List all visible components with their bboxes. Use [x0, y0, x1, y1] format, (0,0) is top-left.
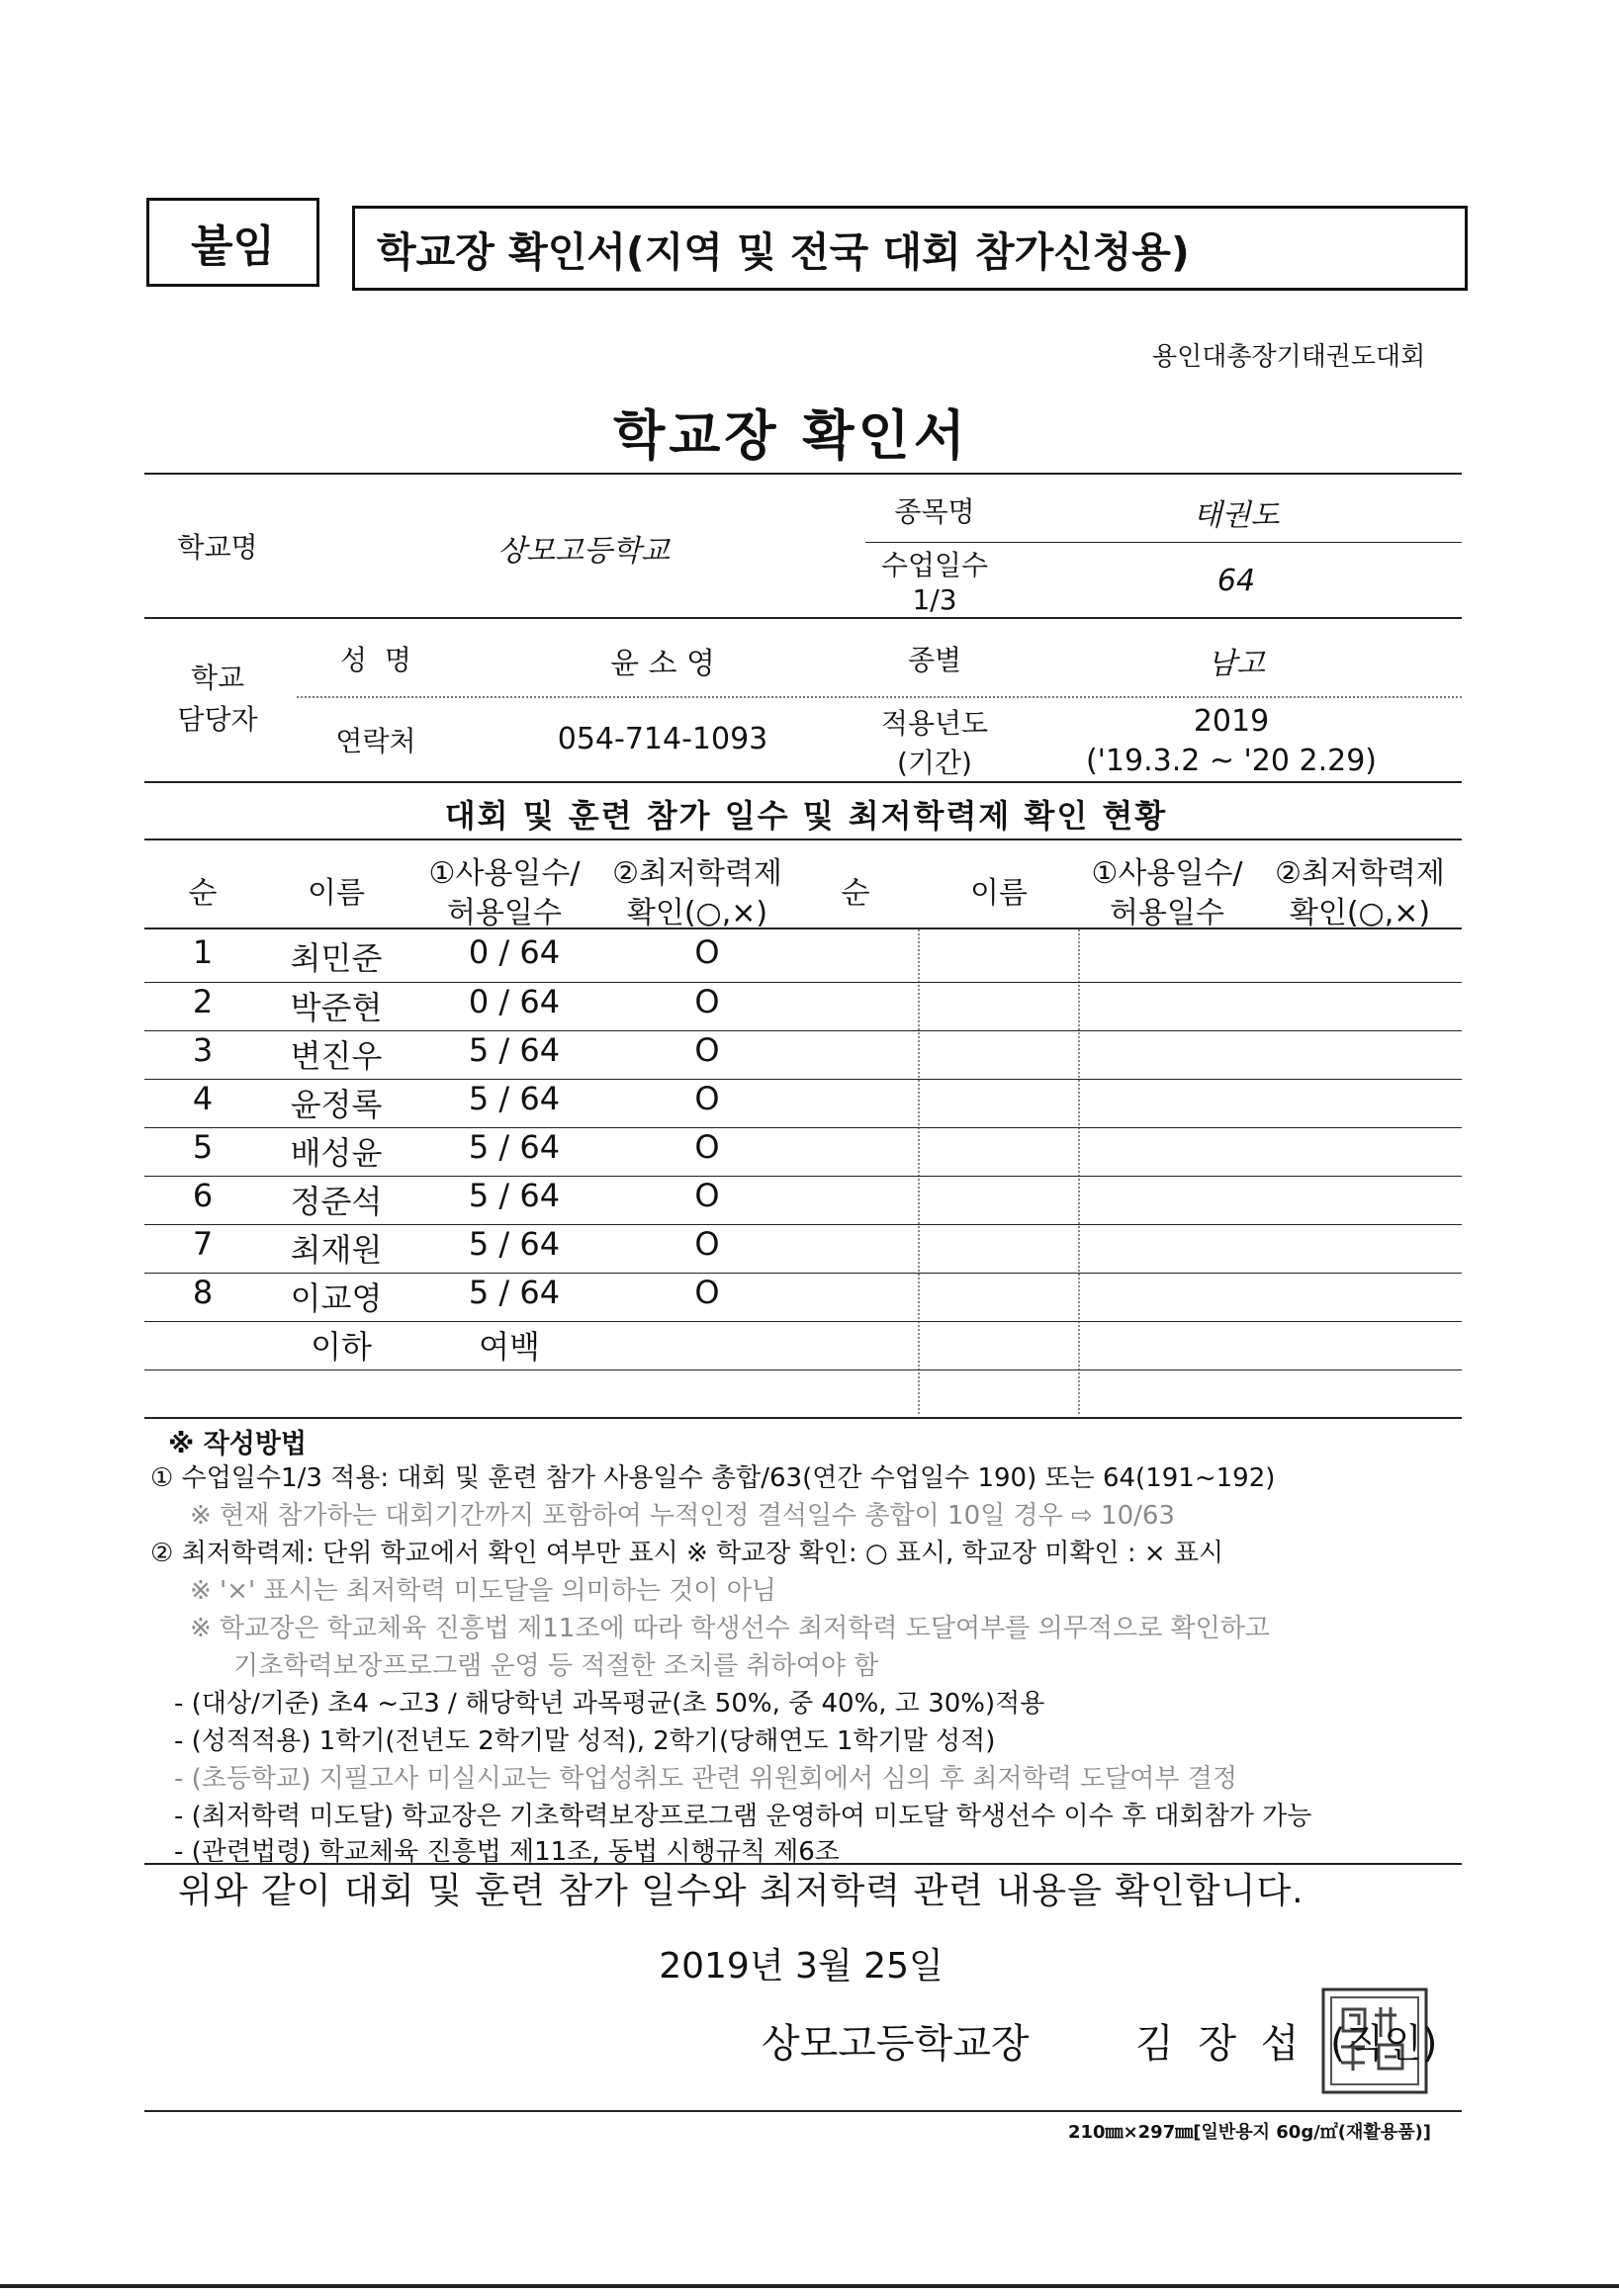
note-line-10: - (최저학력 미도달) 학교장은 기초학력보장프로그램 운영하여 미도달 학생선수 이수 후 대회참가 가능 [174, 1802, 1312, 1831]
col-header-days-right-line1: ①사용일수/ [1091, 856, 1243, 891]
year-value-line2: ('19.3.2 ~ '20 2.29) [1085, 744, 1378, 778]
row-days: 5 / 64 [468, 1128, 561, 1166]
row-no: 2 [192, 983, 214, 1020]
manager-divider [297, 696, 1462, 698]
days-value: 64 [1216, 564, 1256, 598]
table-bottom-line [144, 1417, 1462, 1419]
contact-label: 연락처 [335, 725, 416, 757]
row-name: 이교영 [290, 1280, 383, 1317]
col-header-check-right-line1: ②최저학력제 [1275, 856, 1445, 891]
competition-name: 용인대총장기태권도대회 [1152, 342, 1426, 372]
name-value: 윤 소 영 [609, 647, 715, 681]
row-days: 5 / 64 [468, 1274, 561, 1311]
row-name: 최민준 [290, 939, 383, 977]
days-label-line2: 1/3 [912, 583, 957, 616]
days-label-line1: 수업일수 [880, 549, 989, 581]
row-name: 변진우 [290, 1037, 383, 1075]
info-bottom-line [144, 781, 1462, 783]
col-header-no-right: 순 [841, 876, 870, 911]
col-header-days-line2: 허용일수 [447, 896, 562, 930]
gender-label: 종별 [907, 644, 962, 676]
year-value-line1: 2019 [1193, 704, 1270, 739]
note-line-5: ※ 학교장은 학교체육 진흥법 제11조에 따라 학생선수 최저학력 도달여부를 의무적으로 확인하고 [190, 1614, 1270, 1643]
sport-value: 태권도 [1193, 498, 1280, 533]
row-check: O [694, 1031, 720, 1069]
col-sep-1 [918, 929, 920, 1414]
contact-value: 054-714-1093 [557, 722, 768, 756]
name-label: 성 명 [340, 644, 411, 676]
row-no: 8 [192, 1274, 214, 1311]
row-check: O [694, 1177, 720, 1214]
table-header-line [144, 927, 1462, 929]
header-title-box [352, 206, 1468, 291]
row-name: 윤정록 [290, 1086, 383, 1123]
year-label-line1: 적용년도 [880, 707, 989, 740]
row-days: 5 / 64 [468, 1080, 561, 1117]
blank-note-1: 이하 [311, 1328, 372, 1366]
col-header-no: 순 [188, 876, 218, 911]
school-value: 상모고등학교 [497, 534, 670, 569]
row-days: 0 / 64 [468, 983, 561, 1020]
footer-line [144, 2110, 1462, 2112]
school-label: 학교명 [177, 531, 258, 564]
row-check: O [694, 933, 720, 971]
row-no: 7 [192, 1225, 214, 1263]
note-line-1: ① 수업일수1/3 적용: 대회 및 훈련 참가 사용일수 총합/63(연간 수업일수 190) 또는 64(191~192) [150, 1463, 1276, 1493]
col-header-check-right-line2: 확인(○,×) [1289, 896, 1431, 930]
info-mid-line [144, 617, 1462, 619]
col-header-check-line1: ②최저학력제 [612, 856, 782, 891]
row-check: O [694, 1128, 720, 1166]
row-days: 0 / 64 [468, 933, 561, 971]
info-top-line [144, 473, 1462, 475]
note-line-4: ※ '×' 표시는 최저학력 미도달을 의미하는 것이 아님 [190, 1576, 776, 1606]
row-no: 4 [192, 1080, 214, 1117]
row-no: 1 [192, 933, 214, 971]
row-check: O [694, 1225, 720, 1263]
header-title: 학교장 확인서(지역 및 전국 대회 참가신청용) [377, 227, 1190, 276]
note-line-2: ※ 현재 참가하는 대회기간까지 포함하여 누적인정 결석일수 총합이 10일 경우 ⇨ 10/63 [190, 1501, 1175, 1531]
row-name: 배성윤 [290, 1134, 383, 1172]
row-name: 정준석 [290, 1183, 383, 1220]
row-check: O [694, 1274, 720, 1311]
row-no: 3 [192, 1031, 214, 1069]
year-label-line2: (기간) [897, 747, 972, 779]
paper-spec: 210㎜×297㎜[일반용지 60g/㎡(재활용품)] [1068, 2122, 1432, 2143]
row-days: 5 / 64 [468, 1225, 561, 1263]
note-line-9: - (초등학교) 지필고사 미실시교는 학업성취도 관련 위원회에서 심의 후 최저학력 도달여부 결정 [174, 1764, 1237, 1794]
blank-note-2: 여백 [479, 1328, 540, 1366]
notes-heading: ※ 작성방법 [168, 1429, 307, 1459]
school-principal-title: 상모고등학교장 [762, 2021, 1030, 2067]
row-name: 최재원 [290, 1231, 383, 1269]
status-title: 대회 및 훈련 참가 일수 및 최저학력제 확인 현황 [444, 797, 1168, 835]
manager-label-line1: 학교 [190, 662, 245, 694]
row-days: 5 / 64 [468, 1177, 561, 1214]
issue-date: 2019년 3월 25일 [659, 1946, 944, 1987]
document-title: 학교장 확인서 [613, 404, 969, 467]
note-line-8: - (성적적용) 1학기(전년도 2학기말 성적), 2학기(당해연도 1학기말 성적) [174, 1726, 996, 1756]
row-line [144, 1369, 1462, 1370]
col-header-check-line2: 확인(○,×) [626, 896, 768, 930]
sport-label: 종목명 [894, 495, 975, 528]
confirmation-text: 위와 같이 대회 및 훈련 참가 일수와 최저학력 관련 내용을 확인합니다. [178, 1871, 1304, 1911]
gender-value: 남고 [1208, 647, 1265, 681]
table-top-line [144, 839, 1462, 840]
row-days: 5 / 64 [468, 1031, 561, 1069]
row-check: O [694, 1080, 720, 1117]
col-header-name-right: 이름 [970, 876, 1028, 911]
row-no: 5 [192, 1128, 214, 1166]
manager-label-line2: 담당자 [177, 703, 258, 736]
note-line-7: - (대상/기준) 초4 ~고3 / 해당학년 과목평균(초 50%, 중 40%, 고 30%)적용 [174, 1689, 1045, 1719]
attachment-tag [146, 198, 319, 287]
bottom-scan-edge [0, 2284, 1619, 2288]
col-header-days-line1: ①사용일수/ [428, 856, 581, 891]
attachment-tag-label: 붙임 [190, 221, 275, 272]
note-line-11: - (관련법령) 학교체육 진흥법 제11조, 동법 시행규칙 제6조 [174, 1837, 840, 1867]
note-line-3: ② 최저학력제: 단위 학교에서 확인 여부만 표시 ※ 학교장 확인: ○ 표시, 학교장 미확인 : × 표시 [150, 1539, 1224, 1568]
col-sep-2 [1078, 929, 1080, 1414]
principal-name: 김 장 섭 [1135, 2021, 1305, 2067]
sport-divider [865, 542, 1462, 543]
note-line-6: 기초학력보장프로그램 운영 등 적절한 조치를 취하여야 함 [233, 1651, 879, 1681]
row-check: O [694, 983, 720, 1020]
row-no: 6 [192, 1177, 214, 1214]
seal-label: (직인) [1330, 2021, 1438, 2067]
col-header-days-right-line2: 허용일수 [1110, 896, 1224, 930]
row-name: 박준현 [290, 989, 383, 1026]
col-header-name: 이름 [308, 876, 365, 911]
